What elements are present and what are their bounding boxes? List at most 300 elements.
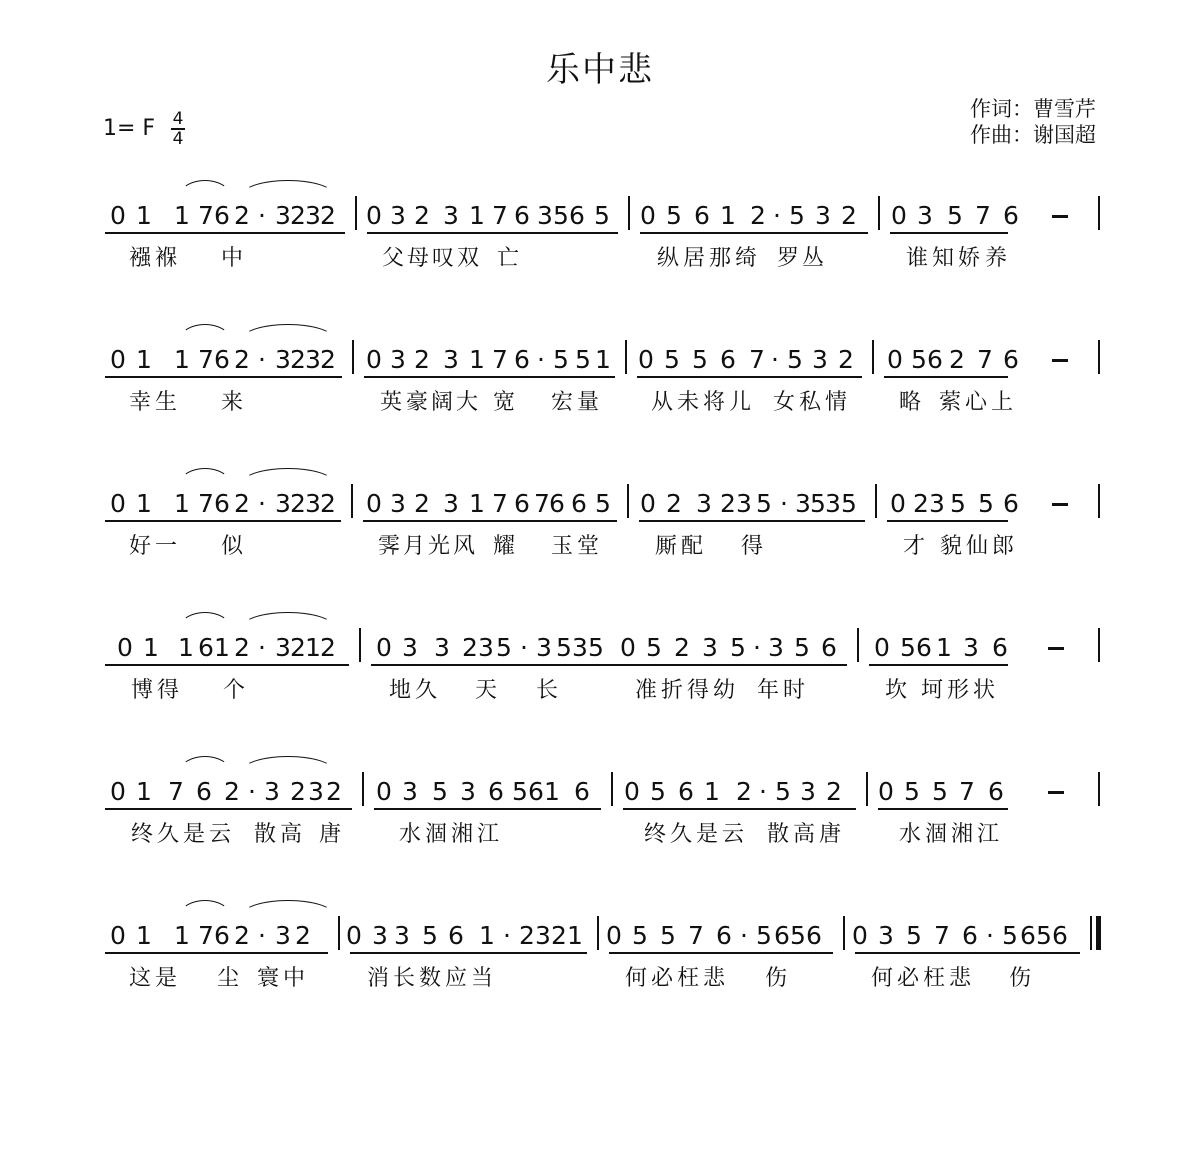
beam-underline [371, 664, 847, 666]
lyric-char: 养 [985, 246, 1008, 271]
lyric-char: 来 [221, 390, 244, 415]
sustain-dash [1052, 215, 1068, 218]
score-line-6 [0, 922, 1200, 1032]
lyric-char: 唐 [319, 822, 342, 847]
time-signature-top: 4 [172, 109, 184, 129]
note: 0 [874, 633, 890, 662]
lyric-char: 云 [722, 822, 745, 847]
note: 6 [198, 633, 214, 662]
lyric-char: 尘 [217, 966, 240, 991]
dot-augmentation: · [773, 201, 781, 230]
lyric-char: 叹 [432, 246, 455, 271]
note: 0 [624, 777, 640, 806]
note: 6 [214, 345, 230, 374]
note: 2 [234, 201, 250, 230]
note: 0 [640, 489, 656, 518]
lyric-char: 母 [407, 246, 430, 271]
note: 6 [962, 921, 978, 950]
note: 0 [110, 345, 126, 374]
note: 5 [932, 777, 948, 806]
note: 3 [275, 921, 291, 950]
lyric-char: 从 [651, 390, 674, 415]
note: 0 [117, 633, 133, 662]
lyric-char: 涸 [425, 822, 448, 847]
note: 6 [514, 201, 530, 230]
note: 7 [198, 489, 214, 518]
barline [1098, 772, 1100, 806]
note: 2 [838, 345, 854, 374]
score-line-1 [0, 202, 1200, 312]
beam-underline [884, 376, 1008, 378]
score-line-3 [0, 490, 1200, 600]
tie-slur [242, 900, 334, 915]
tie-slur [242, 612, 334, 627]
dot-augmentation: · [520, 633, 528, 662]
lyric-char: 枉 [677, 966, 700, 991]
note: 6 [992, 633, 1008, 662]
note: 3 [443, 201, 459, 230]
note: 5 [632, 921, 648, 950]
dot-augmentation: · [503, 921, 511, 950]
beam-underline [623, 808, 856, 810]
score-line-4 [0, 634, 1200, 744]
barline [611, 772, 613, 806]
lyric-char: 上 [991, 390, 1014, 415]
note: 5 [950, 489, 966, 518]
note: 5 [660, 921, 676, 950]
lyric-char: 湘 [451, 822, 474, 847]
note: 2 [913, 489, 929, 518]
note: 2 [841, 201, 857, 230]
lyricist: 作词：曹雪芹 [970, 97, 1096, 121]
note: 2 [720, 489, 736, 518]
note: 6 [774, 921, 790, 950]
lyric-char: 宏 [551, 390, 574, 415]
note: 5 [646, 633, 662, 662]
note: 2 [234, 345, 250, 374]
note: 1 [178, 633, 194, 662]
lyric-char: 知 [932, 246, 955, 271]
note: 3 [736, 489, 752, 518]
barline [878, 196, 880, 230]
note: 3 [702, 633, 718, 662]
barline [352, 340, 354, 374]
lyric-char: 伤 [765, 966, 788, 991]
note: 3 [434, 633, 450, 662]
lyric-char: 仙 [966, 534, 989, 559]
note: 7 [977, 345, 993, 374]
note: 1 [136, 489, 152, 518]
note: 1 [544, 777, 560, 806]
note: 5 [911, 345, 927, 374]
note: 6 [1003, 489, 1019, 518]
beam-underline [637, 376, 862, 378]
note: 5 [810, 489, 826, 518]
note: 3 [402, 633, 418, 662]
dot-augmentation: · [258, 345, 266, 374]
lyric-char: 长 [393, 966, 416, 991]
barline [1098, 340, 1100, 374]
lyric-char: 罗 [777, 246, 800, 271]
note: 6 [821, 633, 837, 662]
note: 6 [488, 777, 504, 806]
note: 1 [479, 921, 495, 950]
note: 5 [692, 345, 708, 374]
lyric-char: 得 [687, 678, 710, 703]
lyric-char: 未 [677, 390, 700, 415]
note: 6 [720, 345, 736, 374]
barline [359, 628, 361, 662]
lyric-char: 耀 [493, 534, 516, 559]
note: 5 [906, 921, 922, 950]
credits [970, 96, 1096, 148]
note: 2 [290, 345, 306, 374]
lyric-char: 情 [825, 390, 848, 415]
note: 0 [110, 921, 126, 950]
note: 7 [534, 489, 550, 518]
lyric-char: 何 [625, 966, 648, 991]
note: 3 [572, 633, 588, 662]
note: 2 [320, 345, 336, 374]
lyric-char: 长 [536, 678, 559, 703]
lyric-char: 寰 [257, 966, 280, 991]
lyric-char: 丛 [802, 246, 825, 271]
note: 7 [198, 201, 214, 230]
lyric-char: 玉 [551, 534, 574, 559]
beam-underline [105, 520, 341, 522]
lyric-char: 阔 [431, 390, 454, 415]
lyric-char: 风 [453, 534, 476, 559]
note: 3 [305, 489, 321, 518]
tie-slur [180, 612, 230, 627]
note: 0 [366, 345, 382, 374]
beam-underline [105, 376, 342, 378]
note: 3 [390, 201, 406, 230]
note: 1 [136, 921, 152, 950]
note: 6 [571, 489, 587, 518]
barline [1098, 628, 1100, 662]
note: 7 [749, 345, 765, 374]
note: 3 [305, 201, 321, 230]
note: 5 [794, 633, 810, 662]
note: 3 [812, 345, 828, 374]
note: 3 [537, 201, 553, 230]
note: 2 [674, 633, 690, 662]
lyric-char: 枉 [923, 966, 946, 991]
beam-underline [364, 376, 615, 378]
lyric-char: 形 [947, 678, 970, 703]
note: 6 [916, 633, 932, 662]
tie-slur [242, 468, 334, 483]
note: 5 [978, 489, 994, 518]
lyric-char: 似 [221, 534, 244, 559]
note: 3 [390, 345, 406, 374]
note: 2 [290, 201, 306, 230]
note: 0 [606, 921, 622, 950]
barline [338, 916, 340, 950]
tie-slur [242, 756, 334, 771]
note: 1 [469, 201, 485, 230]
dot-augmentation: · [258, 633, 266, 662]
note: 5 [594, 201, 610, 230]
beam-underline [105, 664, 349, 666]
lyric-char: 江 [977, 822, 1000, 847]
note: 0 [346, 921, 362, 950]
barline [872, 340, 874, 374]
lyric-char: 萦 [939, 390, 962, 415]
note: 0 [878, 777, 894, 806]
note: 5 [556, 633, 572, 662]
dot-augmentation: · [258, 921, 266, 950]
barline [351, 484, 353, 518]
time-signature-bottom: 4 [172, 128, 184, 149]
note: 0 [852, 921, 868, 950]
note: 6 [448, 921, 464, 950]
note: 1 [174, 201, 190, 230]
lyric-char: 居 [683, 246, 706, 271]
note: 1 [136, 345, 152, 374]
lyric-char: 坷 [921, 678, 944, 703]
sustain-dash [1048, 791, 1064, 794]
barline [875, 484, 877, 518]
dot-augmentation: · [759, 777, 767, 806]
tie-slur [242, 180, 334, 195]
page-title: 乐中悲 [546, 50, 654, 90]
note: 2 [414, 345, 430, 374]
tie-slur [180, 900, 230, 915]
note: 3 [275, 489, 291, 518]
note: 5 [775, 777, 791, 806]
note: 2 [462, 633, 478, 662]
note: 3 [443, 345, 459, 374]
note: 3 [917, 201, 933, 230]
note: 3 [305, 345, 321, 374]
lyric-char: 娇 [958, 246, 981, 271]
lyric-char: 中 [283, 966, 306, 991]
lyric-char: 才 [903, 534, 926, 559]
note: 5 [553, 345, 569, 374]
lyric-char: 必 [651, 966, 674, 991]
note: 7 [492, 345, 508, 374]
lyric-char: 湘 [951, 822, 974, 847]
note: 3 [394, 921, 410, 950]
lyric-char: 年 [757, 678, 780, 703]
note: 3 [264, 777, 280, 806]
note: 0 [110, 777, 126, 806]
note: 3 [443, 489, 459, 518]
note: 5 [650, 777, 666, 806]
lyric-char: 霁 [378, 534, 401, 559]
note: 6 [806, 921, 822, 950]
note: 5 [664, 345, 680, 374]
final-barline-thin [1090, 916, 1092, 950]
note: 1 [936, 633, 952, 662]
note: 3 [768, 633, 784, 662]
note: 1 [567, 921, 583, 950]
composer: 作曲：谢国超 [970, 123, 1096, 147]
lyric-char: 幸 [129, 390, 152, 415]
note: 6 [514, 489, 530, 518]
note: 7 [688, 921, 704, 950]
note: 6 [927, 345, 943, 374]
lyric-char: 将 [703, 390, 726, 415]
lyric-char: 散 [767, 822, 790, 847]
note: 3 [963, 633, 979, 662]
beam-underline [105, 808, 352, 810]
beam-underline [639, 520, 865, 522]
note: 3 [800, 777, 816, 806]
lyric-char: 亡 [497, 246, 520, 271]
note: 6 [1003, 345, 1019, 374]
lyric-char: 一 [155, 534, 178, 559]
lyric-char: 褓 [155, 246, 178, 271]
note: 6 [549, 489, 565, 518]
lyric-char: 心 [965, 390, 988, 415]
note: 1 [469, 489, 485, 518]
note: 3 [275, 201, 291, 230]
note: 3 [478, 633, 494, 662]
note: 2 [234, 633, 250, 662]
note: 6 [988, 777, 1004, 806]
note: 5 [1002, 921, 1018, 950]
note: 2 [290, 633, 306, 662]
lyric-char: 准 [635, 678, 658, 703]
note: 2 [290, 489, 306, 518]
note: 7 [492, 201, 508, 230]
lyric-char: 消 [367, 966, 390, 991]
lyric-char: 是 [183, 822, 206, 847]
note: 2 [234, 489, 250, 518]
note: 2 [551, 921, 567, 950]
note: 5 [422, 921, 438, 950]
note: 7 [492, 489, 508, 518]
lyric-char: 郎 [992, 534, 1015, 559]
lyric-char: 略 [899, 390, 922, 415]
tie-slur [180, 756, 230, 771]
note: 1 [143, 633, 159, 662]
lyric-char: 豪 [406, 390, 429, 415]
lyric-char: 涸 [925, 822, 948, 847]
note: 6 [214, 921, 230, 950]
note: 6 [574, 777, 590, 806]
note: 0 [891, 201, 907, 230]
key-signature: 1= F [103, 116, 156, 141]
note: 6 [569, 201, 585, 230]
note: 5 [756, 921, 772, 950]
note: 5 [496, 633, 512, 662]
note: 3 [825, 489, 841, 518]
note: 5 [512, 777, 528, 806]
barline [627, 484, 629, 518]
note: 6 [1020, 921, 1036, 950]
note: 7 [934, 921, 950, 950]
note: 2 [826, 777, 842, 806]
note: 2 [290, 777, 306, 806]
note: 1 [174, 345, 190, 374]
beam-underline [350, 952, 587, 954]
lyric-char: 江 [477, 822, 500, 847]
lyric-char: 幼 [713, 678, 736, 703]
note: 1 [174, 489, 190, 518]
lyric-char: 中 [221, 246, 244, 271]
lyric-char: 得 [157, 678, 180, 703]
note: 5 [841, 489, 857, 518]
lyric-char: 悲 [703, 966, 726, 991]
lyric-char: 堂 [577, 534, 600, 559]
lyric-char: 水 [399, 822, 422, 847]
note: 3 [536, 633, 552, 662]
note: 5 [789, 201, 805, 230]
lyric-char: 厮 [655, 534, 678, 559]
note: 5 [432, 777, 448, 806]
time-signature [170, 110, 186, 148]
lyric-char: 应 [445, 966, 468, 991]
note: 6 [716, 921, 732, 950]
dot-augmentation: · [248, 777, 256, 806]
note: 1 [214, 633, 230, 662]
lyric-char: 那 [709, 246, 732, 271]
note: 3 [696, 489, 712, 518]
sustain-dash [1052, 503, 1068, 506]
tie-slur [180, 180, 230, 195]
note: 5 [790, 921, 806, 950]
note: 3 [878, 921, 894, 950]
note: 3 [460, 777, 476, 806]
lyric-char: 高 [280, 822, 303, 847]
lyric-char: 当 [471, 966, 494, 991]
lyric-char: 光 [428, 534, 451, 559]
beam-underline [878, 808, 1008, 810]
dot-augmentation: · [771, 345, 779, 374]
note: 5 [947, 201, 963, 230]
lyric-char: 地 [389, 678, 412, 703]
lyric-char: 终 [644, 822, 667, 847]
lyric-char: 生 [155, 390, 178, 415]
note: 0 [376, 777, 392, 806]
note: 7 [975, 201, 991, 230]
barline [866, 772, 868, 806]
note: 7 [168, 777, 184, 806]
beam-underline [363, 520, 617, 522]
note: 6 [694, 201, 710, 230]
beam-underline [609, 952, 833, 954]
note: 5 [575, 345, 591, 374]
dot-augmentation: · [740, 921, 748, 950]
note: 6 [528, 777, 544, 806]
note: 0 [640, 201, 656, 230]
note: 0 [110, 201, 126, 230]
note: 1 [136, 201, 152, 230]
note: 0 [366, 201, 382, 230]
lyric-char: 终 [131, 822, 154, 847]
lyric-char: 得 [741, 534, 764, 559]
note: 2 [224, 777, 240, 806]
note: 5 [756, 489, 772, 518]
note: 1 [595, 345, 611, 374]
note: 6 [214, 489, 230, 518]
beam-underline [367, 232, 618, 234]
lyric-char: 博 [131, 678, 154, 703]
note: 5 [730, 633, 746, 662]
note: 0 [620, 633, 636, 662]
tie-slur [180, 468, 230, 483]
note: 7 [959, 777, 975, 806]
lyric-char: 是 [696, 822, 719, 847]
note: 6 [1003, 201, 1019, 230]
note: 6 [514, 345, 530, 374]
note: 5 [787, 345, 803, 374]
dot-augmentation: · [753, 633, 761, 662]
